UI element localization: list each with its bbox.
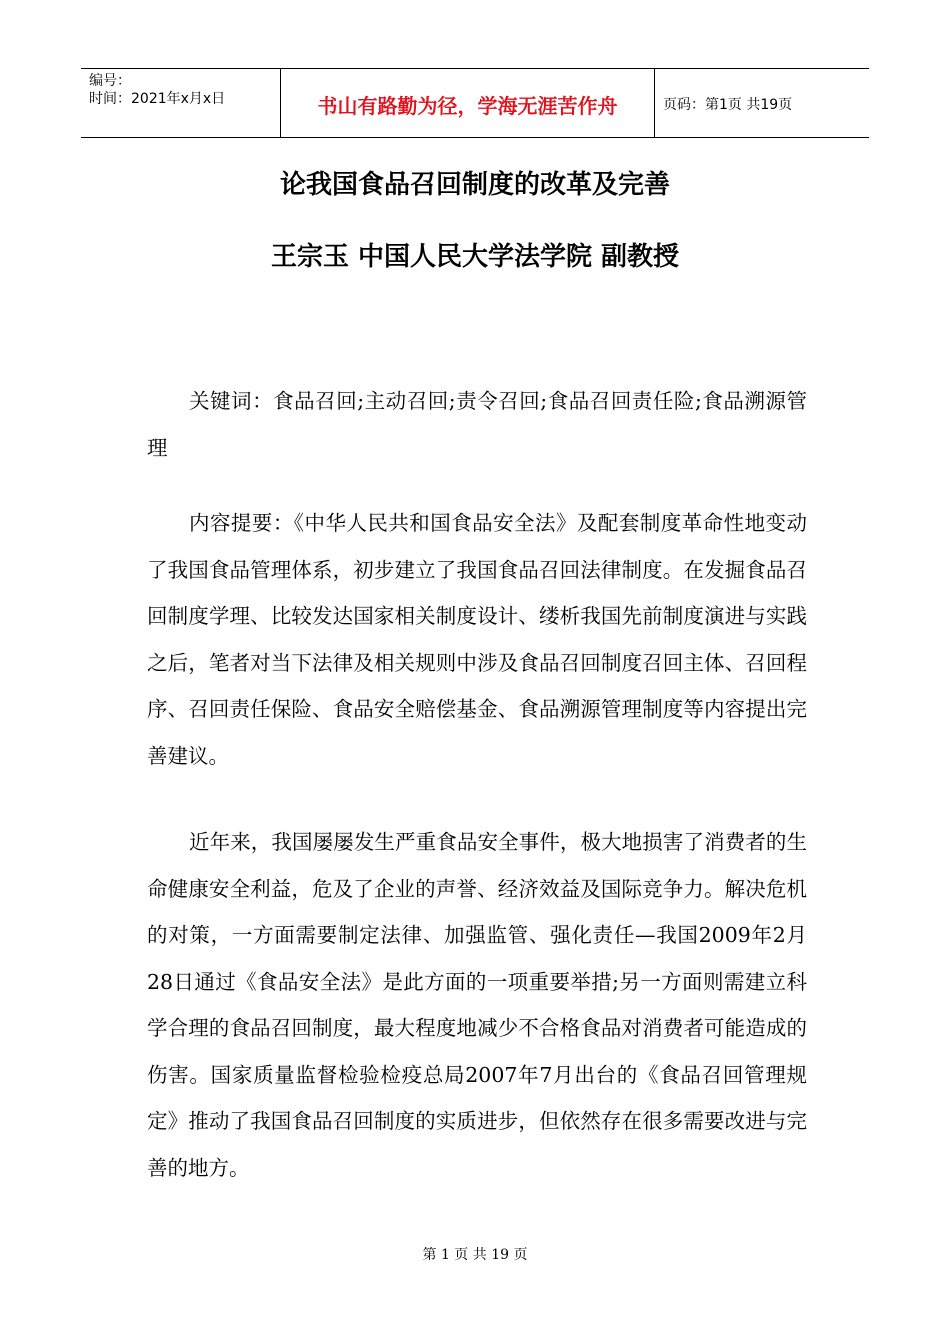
motto-text: 书山有路勤为径，学海无涯苦作舟 [317,93,618,118]
number-label: 编号： [89,73,131,89]
abstract-paragraph: 内容提要：《中华人民共和国食品安全法》及配套制度革命性地变动了我国食品管理体系，初步建立了我国食品召回法律制度。在发掘食品召回制度学理、比较发达国家相关制度设计、缕析我国先前制度演进与实践之后，笔者对当下法律及相关规则中涉及食品召回制度召回主体、召回程序、召回责任保险、食品安全赔偿基金、食品溯源管理制度等内容提出完善建议。 [147,511,807,768]
header-page-info [655,70,869,138]
author-line: 王宗玉 中国人民大学法学院 副教授 [270,242,680,272]
header-motto-cell [281,69,655,137]
body-paragraph: 近年来，我国屡屡发生严重食品安全事件，极大地损害了消费者的生命健康安全利益，危及了企业的声誉、经济效益及国际竞争力。解决危机的对策，一方面需要制定法律、加强监管、强化责任—我国2009年2月28日通过《食品安全法》是此方面的一项重要举措;另一方面则需建立科学合理的食品召回制度，最大程度地减少不合格食品对消费者可能造成的伤害。国家质量监督检验检疫总局2007年7月出台的《食品召回管理规定》推动了我国食品召回制度的实质进步，但依然存在很多需要改进与完善的地方。 [147,830,807,1180]
document-title: 论我国食品召回制度的改革及完善 [279,170,670,200]
time-label: 时间：2021年x月x日 [89,91,226,107]
keywords-paragraph: 关键词：食品召回;主动召回;责令召回;食品召回责任险;食品溯源管理 [147,389,807,460]
page-footer: 第 1 页 共 19 页 [422,1247,528,1263]
header-meta [81,69,281,137]
page-info-text: 页码：第1页 共19页 [663,97,793,113]
page-header [81,68,869,138]
